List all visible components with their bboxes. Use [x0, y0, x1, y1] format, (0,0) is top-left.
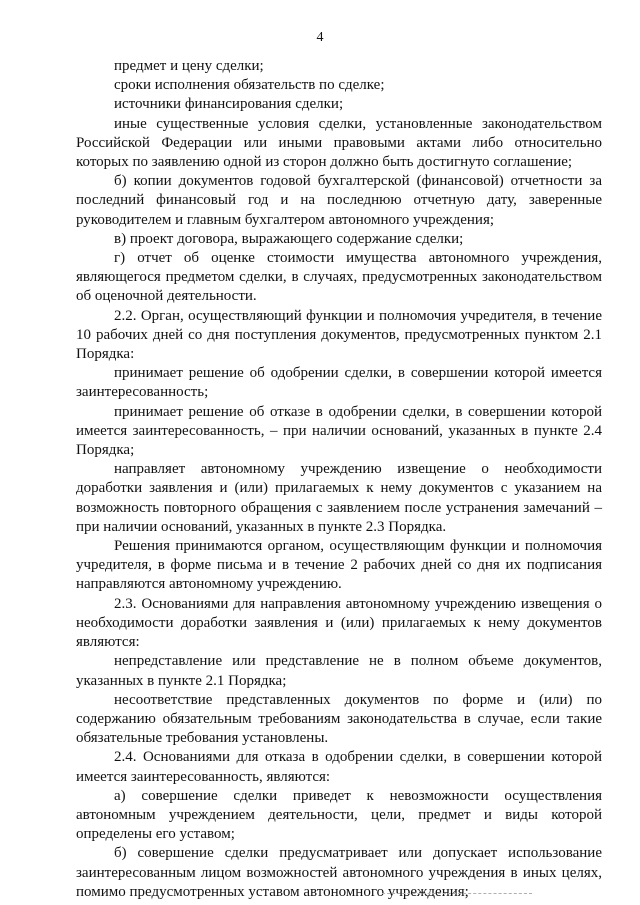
paragraph: источники финансирования сделки; — [114, 96, 344, 113]
paragraph: предмет и цену сделки; — [114, 58, 264, 74]
paragraph: принимает решение об отказе в одобрении сделки, в совершении которой имеется заинтересованность, – при наличии оснований, указанных в пункте 2.4 Порядка; — [76, 403, 602, 459]
paragraph: сроки исполнения обязательств по сделке; — [114, 77, 385, 94]
page-number: 4 — [316, 30, 324, 45]
paragraph: б) совершение сделки предусматривает или допускает использование заинтересованным лицом возможностей автономного учреждения в иных целях, помимо предусмотренных уставом автономного учреждения; — [76, 845, 602, 900]
document-body — [76, 57, 602, 902]
paragraph: а) совершение сделки приведет к невозможности осуществления автономным учреждением деятельности, цели, предмет и виды которой определены его уставом; — [76, 787, 602, 843]
paragraph: 2.2. Орган, осуществляющий функции и полномочия учредителя, в течение 10 рабочих дней со дня поступления документов, предусмотренных пунктом 2.1 Порядка: — [76, 307, 602, 363]
paragraph: несоответствие представленных документов по форме и (или) по содержанию обязательным требованиям законодательства в случае, если такие обязательные требования установлены. — [76, 691, 602, 747]
paragraph: в) проект договора, выражающего содержание сделки; — [114, 230, 464, 247]
paragraph: принимает решение об одобрении сделки, в совершении которой имеется заинтересованность; — [76, 365, 602, 401]
paragraph: 2.4. Основаниями для отказа в одобрении сделки, в совершении которой имеется заинтересованность, являются: — [76, 749, 602, 785]
scan-divider-line — [382, 893, 532, 894]
paragraph: непредставление или представление не в полном объеме документов, указанных в пункте 2.1 Порядка; — [76, 653, 602, 689]
paragraph: направляет автономному учреждению извещение о необходимости доработки заявления и (или) прилагаемых к нему документов с указанием на возможность повторного обращения с заявлением после устранения замечаний – при наличии оснований, указанных в пункте 2.3 Порядка. — [76, 461, 602, 535]
paragraph: б) копии документов годовой бухгалтерской (финансовой) отчетности за последний финансовый год и на последнюю отчетную дату, заверенные руководителем и главным бухгалтером автономного учреждения; — [76, 173, 602, 228]
paragraph: 2.3. Основаниями для направления автономному учреждению извещения о необходимости доработки заявления и (или) прилагаемых к нему документов являются: — [76, 595, 602, 651]
paragraph: иные существенные условия сделки, установленные законодательством Российской Федерации или иными правовыми актами либо относительно которых по заявлению одной из сторон должно быть достигнуто соглашение; — [76, 115, 602, 171]
paragraph: г) отчет об оценке стоимости имущества автономного учреждения, являющегося предметом сделки, в случаях, предусмотренных законодательством об оценочной деятельности. — [76, 250, 602, 305]
paragraph: Решения принимаются органом, осуществляющим функции и полномочия учредителя, в форме письма и в течение 2 рабочих дней со дня их подписания направляются автономному учреждению. — [76, 538, 602, 593]
